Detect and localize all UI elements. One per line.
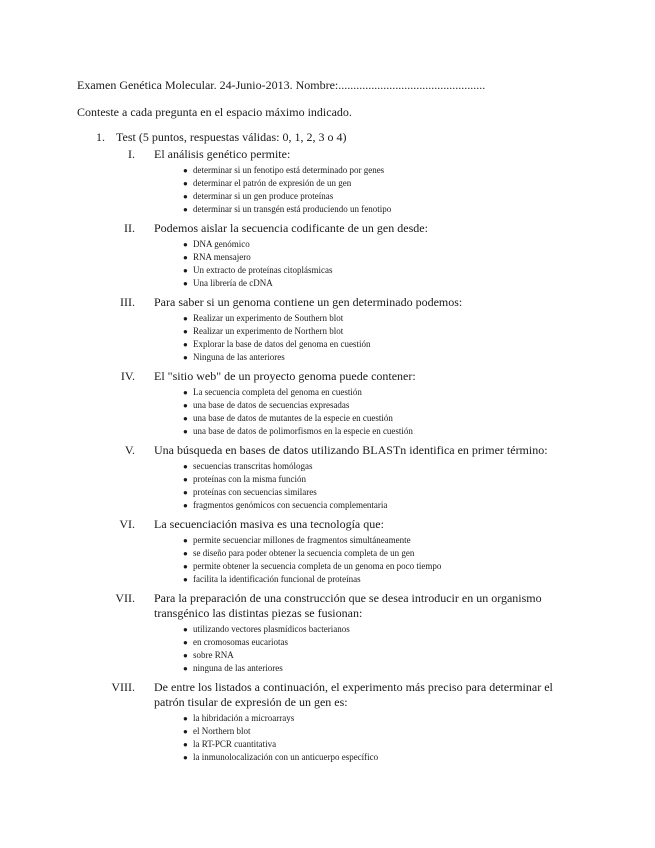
- question-item: [0, 369, 655, 438]
- option-text: secuencias transcritas homólogas: [193, 461, 313, 471]
- answer-option: [183, 560, 655, 573]
- answer-option: [183, 386, 655, 399]
- bullet-icon: ●: [183, 549, 188, 558]
- answer-option: [183, 425, 655, 438]
- question-header: [0, 591, 655, 621]
- bullet-icon: ●: [183, 427, 188, 436]
- section-number: 1.: [96, 130, 105, 144]
- answer-option: [183, 238, 655, 251]
- bullet-icon: ●: [183, 638, 188, 647]
- bullet-icon: ●: [183, 625, 188, 634]
- question-number: VIII.: [111, 680, 135, 694]
- bullet-icon: ●: [183, 414, 188, 423]
- option-text: determinar si un fenotipo está determinado por genes: [193, 165, 385, 175]
- option-list: [0, 164, 655, 216]
- answer-option: [183, 649, 655, 662]
- question-stem: Una búsqueda en bases de datos utilizando BLASTn identifica en primer término:: [154, 443, 548, 457]
- option-text: una base de datos de polimorfismos en la especie en cuestión: [193, 426, 413, 436]
- answer-option: [183, 399, 655, 412]
- question-item: [0, 147, 655, 216]
- answer-option: [183, 251, 655, 264]
- question-stem: Para saber si un genoma contiene un gen determinado podemos:: [154, 295, 463, 309]
- option-text: facilita la identificación funcional de proteínas: [193, 574, 361, 584]
- bullet-icon: ●: [183, 179, 188, 188]
- bullet-icon: ●: [183, 401, 188, 410]
- bullet-icon: ●: [183, 388, 188, 397]
- question-stem: Podemos aislar la secuencia codificante de un gen desde:: [154, 221, 428, 235]
- question-number: I.: [128, 147, 135, 161]
- option-list: [0, 623, 655, 675]
- question-stem: La secuenciación masiva es una tecnología que:: [154, 517, 384, 531]
- test-section: [0, 130, 655, 769]
- option-text: se diseño para poder obtener la secuencia completa de un gen: [193, 548, 415, 558]
- option-text: determinar si un gen produce proteínas: [193, 191, 334, 201]
- answer-option: [183, 203, 655, 216]
- option-text: proteínas con secuencias similares: [193, 487, 317, 497]
- option-text: la hibridación a microarrays: [193, 713, 295, 723]
- option-text: permite obtener la secuencia completa de un genoma en poco tiempo: [193, 561, 442, 571]
- question-stem: De entre los listados a continuación, el experimento más preciso para determinar el patrón tisular de expresión de un gen es:: [154, 680, 553, 709]
- answer-option: [183, 473, 655, 486]
- option-list: [0, 386, 655, 438]
- bullet-icon: ●: [183, 727, 188, 736]
- bullet-icon: ●: [183, 562, 188, 571]
- bullet-icon: ●: [183, 575, 188, 584]
- answer-option: [183, 725, 655, 738]
- answer-option: [183, 460, 655, 473]
- answer-option: [183, 325, 655, 338]
- question-stem: El análisis genético permite:: [154, 147, 291, 161]
- question-header: [0, 295, 655, 310]
- question-header: [0, 680, 655, 710]
- bullet-icon: ●: [183, 166, 188, 175]
- bullet-icon: ●: [183, 753, 188, 762]
- option-text: Realizar un experimento de Northern blot: [193, 326, 344, 336]
- question-number: V.: [124, 443, 135, 457]
- bullet-icon: ●: [183, 462, 188, 471]
- answer-option: [183, 738, 655, 751]
- option-text: DNA genómico: [193, 239, 250, 249]
- exam-instructions: Conteste a cada pregunta en el espacio máximo indicado.: [77, 105, 352, 119]
- bullet-icon: ●: [183, 314, 188, 323]
- bullet-icon: ●: [183, 714, 188, 723]
- bullet-icon: ●: [183, 279, 188, 288]
- option-text: la inmunolocalización con un anticuerpo específico: [193, 752, 379, 762]
- bullet-icon: ●: [183, 501, 188, 510]
- option-text: ninguna de las anteriores: [193, 663, 283, 673]
- option-list: [0, 712, 655, 764]
- bullet-icon: ●: [183, 266, 188, 275]
- option-text: utilizando vectores plasmídicos bacterianos: [193, 624, 350, 634]
- answer-option: [183, 164, 655, 177]
- answer-option: [183, 177, 655, 190]
- question-number: VI.: [119, 517, 135, 531]
- option-text: Ninguna de las anteriores: [193, 352, 285, 362]
- section-label: Test (5 puntos, respuestas válidas: 0, 1, 2, 3 o 4): [116, 130, 347, 144]
- question-header: [0, 443, 655, 458]
- answer-option: [183, 499, 655, 512]
- option-text: Un extracto de proteínas citoplásmicas: [193, 265, 333, 275]
- bullet-icon: ●: [183, 192, 188, 201]
- bullet-icon: ●: [183, 475, 188, 484]
- question-item: [0, 443, 655, 512]
- option-text: el Northern blot: [193, 726, 251, 736]
- answer-option: [183, 534, 655, 547]
- question-item: [0, 680, 655, 764]
- question-number: III.: [120, 295, 135, 309]
- question-item: [0, 591, 655, 675]
- bullet-icon: ●: [183, 740, 188, 749]
- bullet-icon: ●: [183, 327, 188, 336]
- answer-option: [183, 486, 655, 499]
- option-text: La secuencia completa del genoma en cuestión: [193, 387, 362, 397]
- bullet-icon: ●: [183, 340, 188, 349]
- exam-header: Examen Genética Molecular. 24-Junio-2013. Nombre:.................................................: [77, 78, 486, 92]
- option-text: en cromosomas eucariotas: [193, 637, 288, 647]
- answer-option: [183, 751, 655, 764]
- option-text: fragmentos genómicos con secuencia complementaria: [193, 500, 388, 510]
- bullet-icon: ●: [183, 353, 188, 362]
- answer-option: [183, 662, 655, 675]
- option-text: la RT-PCR cuantitativa: [193, 739, 277, 749]
- question-number: II.: [124, 221, 135, 235]
- answer-option: [183, 312, 655, 325]
- question-item: [0, 295, 655, 364]
- bullet-icon: ●: [183, 488, 188, 497]
- option-text: Una librería de cDNA: [193, 278, 273, 288]
- option-text: Explorar la base de datos del genoma en cuestión: [193, 339, 371, 349]
- answer-option: [183, 573, 655, 586]
- option-text: determinar el patrón de expresión de un gen: [193, 178, 352, 188]
- option-text: permite secuenciar millones de fragmentos simultáneamente: [193, 535, 411, 545]
- bullet-icon: ●: [183, 651, 188, 660]
- section-title: [0, 130, 655, 147]
- option-text: sobre RNA: [193, 650, 234, 660]
- question-stem: Para la preparación de una construcción que se desea introducir en un organismo transgénico las distintas piezas se fusionan:: [154, 591, 542, 620]
- bullet-icon: ●: [183, 205, 188, 214]
- bullet-icon: ●: [183, 253, 188, 262]
- option-text: RNA mensajero: [193, 252, 251, 262]
- option-text: una base de datos de mutantes de la especie en cuestión: [193, 413, 393, 423]
- answer-option: [183, 277, 655, 290]
- answer-option: [183, 547, 655, 560]
- answer-option: [183, 412, 655, 425]
- option-text: determinar si un transgén está produciendo un fenotipo: [193, 204, 392, 214]
- answer-option: [183, 264, 655, 277]
- answer-option: [183, 190, 655, 203]
- option-list: [0, 534, 655, 586]
- answer-option: [183, 351, 655, 364]
- question-header: [0, 147, 655, 162]
- question-header: [0, 517, 655, 532]
- question-item: [0, 517, 655, 586]
- question-number: IV.: [120, 369, 135, 383]
- bullet-icon: ●: [183, 240, 188, 249]
- option-text: Realizar un experimento de Southern blot: [193, 313, 344, 323]
- option-text: proteínas con la misma función: [193, 474, 306, 484]
- answer-option: [183, 338, 655, 351]
- option-list: [0, 312, 655, 364]
- question-number: VII.: [115, 591, 135, 605]
- question-item: [0, 221, 655, 290]
- question-list: [0, 147, 655, 764]
- option-list: [0, 238, 655, 290]
- option-text: una base de datos de secuencias expresadas: [193, 400, 350, 410]
- answer-option: [183, 636, 655, 649]
- option-list: [0, 460, 655, 512]
- answer-option: [183, 623, 655, 636]
- question-header: [0, 369, 655, 384]
- bullet-icon: ●: [183, 536, 188, 545]
- question-stem: El "sitio web" de un proyecto genoma puede contener:: [154, 369, 416, 383]
- question-header: [0, 221, 655, 236]
- bullet-icon: ●: [183, 664, 188, 673]
- answer-option: [183, 712, 655, 725]
